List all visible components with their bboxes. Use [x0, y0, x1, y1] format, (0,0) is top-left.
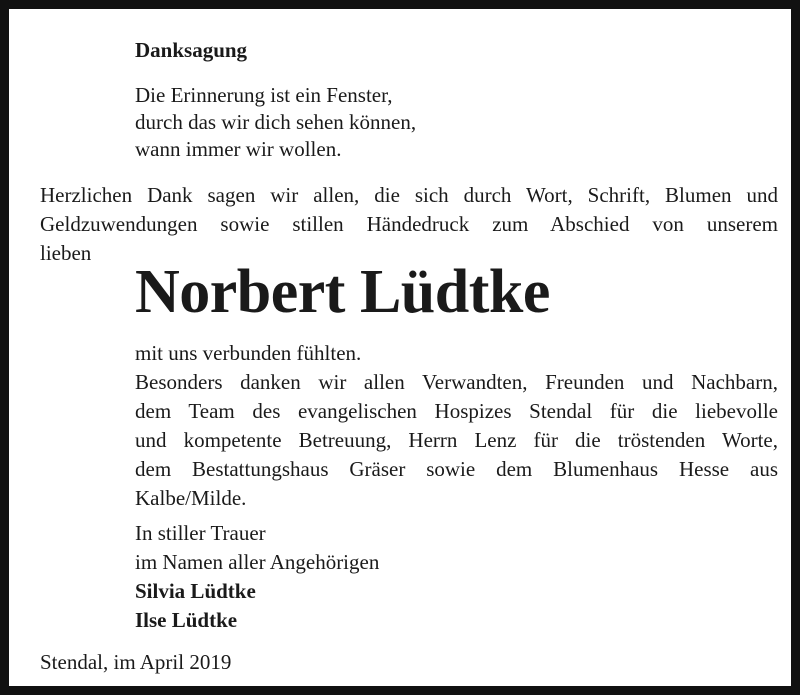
closing-line: In stiller Trauer [135, 521, 266, 545]
poem-line: durch das wir dich sehen können, [135, 110, 417, 134]
thanks-line: Besonders danken wir allen Verwandten, Freunden und Nachbarn, [135, 370, 778, 394]
thanks-line: und kompetente Betreuung, Herrn Lenz für die tröstenden Worte, [135, 428, 778, 452]
closing-block [135, 519, 379, 635]
thanks-paragraph [135, 339, 778, 513]
thanks-line: dem Bestattungshaus Gräser sowie dem Blumenhaus Hesse aus [135, 457, 778, 481]
notice-heading: Danksagung [135, 38, 248, 62]
thanks-line: dem Team des evangelischen Hospizes Stendal für die liebevolle [135, 399, 778, 423]
intro-line: Geldzuwendungen sowie stillen Händedruck zum Abschied von unserem [40, 212, 778, 236]
signatory-name: Silvia Lüdtke [135, 579, 256, 603]
intro-paragraph [40, 181, 778, 268]
thanks-line: mit uns verbunden fühlten. [135, 341, 362, 365]
intro-line: Herzlichen Dank sagen wir allen, die sich durch Wort, Schrift, Blumen und [40, 183, 778, 207]
deceased-name: Norbert Lüdtke [135, 258, 550, 326]
poem-line: wann immer wir wollen. [135, 137, 342, 161]
intro-line: lieben [40, 241, 92, 265]
closing-line: im Namen aller Angehörigen [135, 550, 380, 574]
poem-line: Die Erinnerung ist ein Fenster, [135, 83, 393, 107]
thanks-line: Kalbe/Milde. [135, 486, 247, 510]
memorial-poem [135, 82, 416, 163]
place-date: Stendal, im April 2019 [40, 650, 232, 674]
signatory-name: Ilse Lüdtke [135, 608, 238, 632]
